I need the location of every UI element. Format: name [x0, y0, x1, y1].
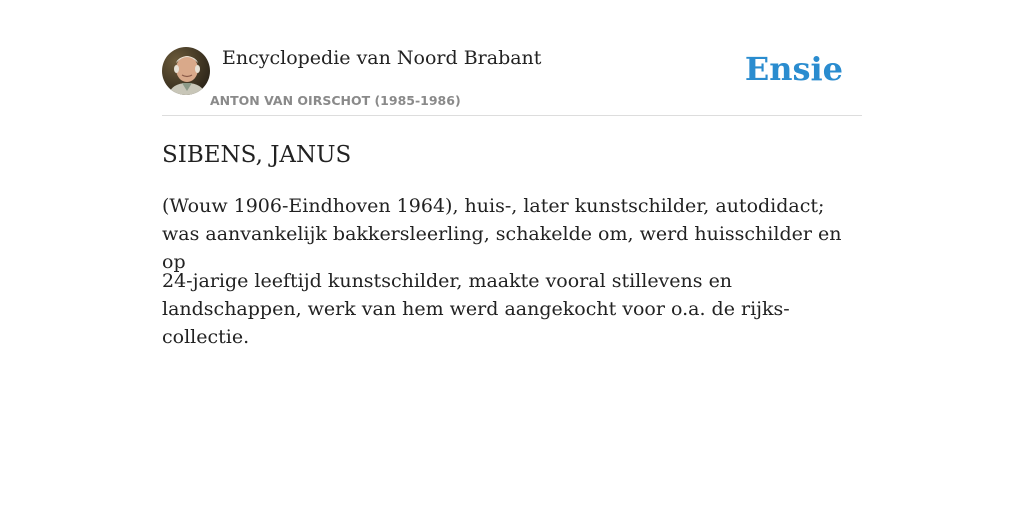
site-title[interactable]: Encyclopedie van Noord Brabant [222, 47, 542, 69]
avatar[interactable] [162, 47, 210, 95]
header [162, 0, 862, 116]
article-paragraph: 24-jarige leeftijd kunstschilder, maakte vooral stillevens en landschappen, werk van hem werd aangekocht voor o.a. de rijks-collectie. [162, 270, 790, 348]
brand-logo[interactable]: Ensie [744, 50, 843, 88]
author-portrait-icon [162, 47, 210, 95]
article-paragraph: (Wouw 1906-Eindhoven 1964), huis-, later kunstschilder, autodidact; was aanvankelijk bakkersleerling, schakelde om, werd huisschilder en op [162, 195, 842, 273]
article-card [162, 0, 862, 348]
article-title: SIBENS, JANUS [162, 142, 352, 168]
author-name[interactable]: ANTON VAN OIRSCHOT (1985-1986) [210, 93, 461, 108]
